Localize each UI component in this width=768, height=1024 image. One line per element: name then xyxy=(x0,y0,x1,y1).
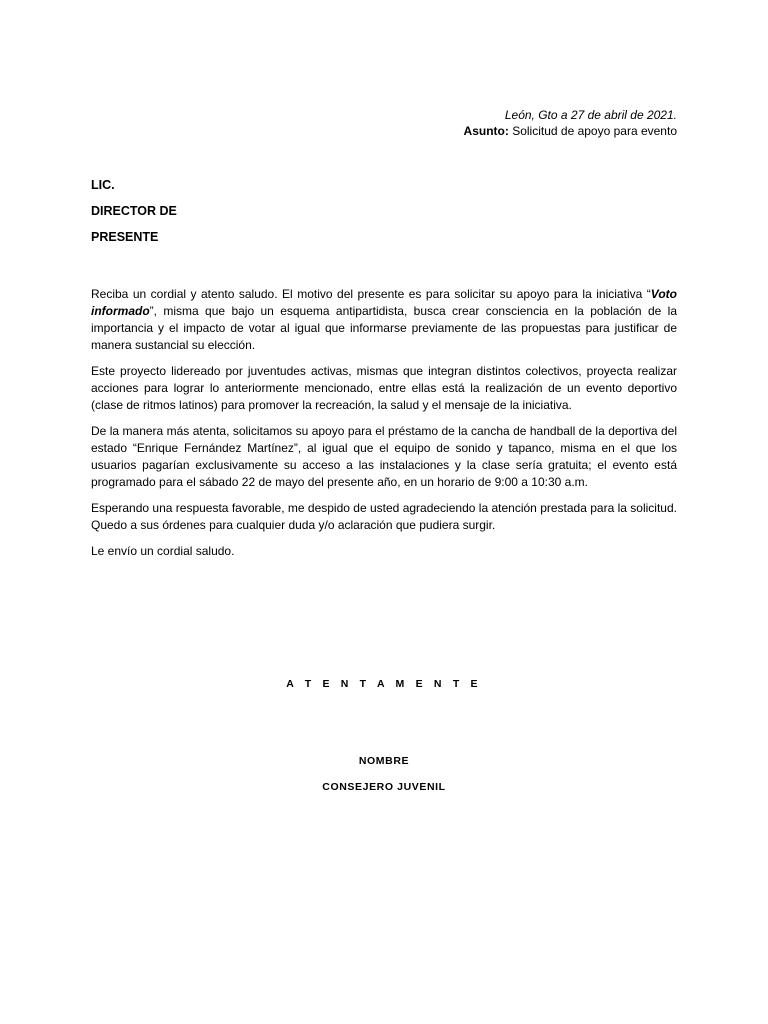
paragraph-project: Este proyecto lidereado por juventudes activas, mismas que integran distintos colectivos, proyecta realizar acciones para lograr lo anteriormente mencionado, entre ellas está la realización de un evento deportivo (clase de ritmos latinos) para promover la recreación, la salud y el mensaje de la iniciativa. xyxy=(91,364,677,412)
paragraph-intro-start: Reciba un cordial y atento saludo. El motivo del presente es para solicitar su apoyo para la iniciativa “ xyxy=(91,287,651,301)
date-line: León, Gto a 27 de abril de 2021. xyxy=(504,108,677,122)
paragraph-intro xyxy=(91,286,677,354)
signature-block xyxy=(0,753,768,805)
initiative-name: Voto informado xyxy=(91,287,677,318)
paragraph-greeting: Le envío un cordial saludo. xyxy=(91,544,235,558)
signer-organization: CONSEJERO JUVENIL xyxy=(322,781,446,793)
atentamente-heading: A T E N T A M E N T E xyxy=(286,678,482,690)
letter-header xyxy=(464,107,677,139)
paragraph-intro-end: ”, misma que bajo un esquema antipartidista, busca crear consciencia en la población de la importancia y el impacto de votar al igual que informarse previamente de las propuestas para justificar de manera sustancial su elección. xyxy=(91,304,677,352)
paragraph-farewell: Esperando una respuesta favorable, me despido de usted agradeciendo la atención prestada para la solicitud. Quedo a sus órdenes para cualquier duda y/o aclaración que pudiera surgir. xyxy=(91,501,677,532)
recipient-position: DIRECTOR DE xyxy=(91,204,177,218)
recipient-block xyxy=(91,177,177,255)
subject-text: Solicitud de apoyo para evento xyxy=(512,124,677,138)
signer-name: NOMBRE xyxy=(358,755,410,767)
subject-label: Asunto: xyxy=(463,124,509,138)
paragraph-request: De la manera más atenta, solicitamos su apoyo para el préstamo de la cancha de handball de la deportiva del estado “Enrique Fernández Martínez”, al igual que el equipo de sonido y tapanco, misma en el que los usuarios pagarían exclusivamente su acceso a las instalaciones y la clase sería gratuita; el evento está programado para el sábado 22 de mayo del presente año, en un horario de 9:00 a 10:30 a.m. xyxy=(91,424,677,489)
letter-body xyxy=(91,286,677,569)
recipient-title: LIC. xyxy=(91,178,115,192)
recipient-presente: PRESENTE xyxy=(91,230,159,244)
subject-line xyxy=(464,123,677,139)
